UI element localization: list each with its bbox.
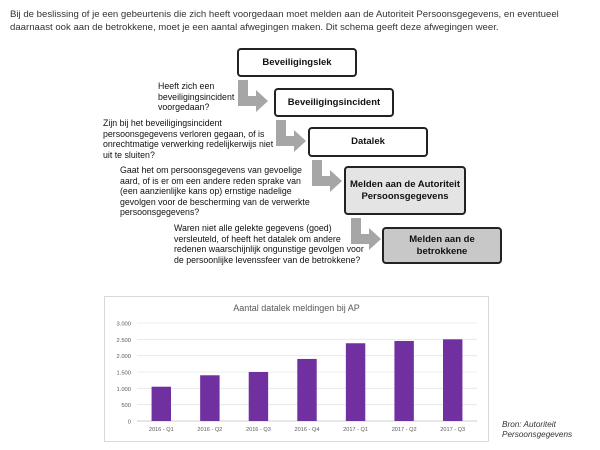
bar (443, 339, 462, 421)
question-melden-ap: Gaat het om persoonsgegevens van gevoelige aard, of is er om een andere reden sprake van (een aanzienlijke kans op) ernstige nadelige gevolgen voor de bescherming van de verwerkte persoonsgegevens? (120, 165, 310, 217)
step-beveiligingsincident: Beveiligingsincident (274, 88, 394, 117)
chart-title: Aantal datalek meldingen bij AP (233, 303, 360, 313)
bar (346, 343, 365, 421)
step-melden-betrokkene: Melden aan de betrokkene (382, 227, 502, 264)
y-tick-label: 2.000 (116, 354, 131, 361)
step-beveiligingslek: Beveiligingslek (237, 48, 357, 77)
x-tick-label: 2017 - Q2 (391, 427, 417, 433)
bar (152, 387, 171, 421)
y-tick-label: 1.500 (116, 370, 131, 377)
y-tick-label: 500 (121, 403, 131, 410)
intro-text: Bij de beslissing of je een gebeurtenis die zich heeft voorgedaan moet melden aan de Autoriteit Persoonsgegevens, en eventueel daarnaast ook aan de betrokkene, moet je een aantal afwegingen maken. Dit schema geeft deze afwegingen weer. (10, 9, 559, 33)
y-tick-label: 2.500 (116, 337, 131, 344)
y-tick-label: 1.000 (116, 386, 131, 393)
x-tick-label: 2016 - Q1 (148, 427, 174, 433)
y-tick-label: 0 (127, 419, 131, 426)
source-note: Bron: Autoriteit Persoonsgegevens (502, 420, 573, 439)
chart-panel (104, 296, 489, 442)
bar (297, 359, 316, 421)
x-tick-label: 2017 - Q3 (440, 427, 466, 433)
bar (249, 372, 268, 421)
x-tick-label: 2016 - Q2 (197, 427, 223, 433)
bar (394, 341, 413, 421)
x-tick-label: 2017 - Q1 (343, 427, 369, 433)
flow-arrow (276, 120, 306, 152)
step-datalek: Datalek (308, 127, 428, 157)
question-incident: Heeft zich een beveiligingsincident voorgedaan? (158, 81, 235, 112)
x-tick-label: 2016 - Q4 (294, 427, 320, 433)
bar-chart (105, 297, 490, 443)
bar (200, 375, 219, 421)
x-tick-label: 2016 - Q3 (245, 427, 271, 433)
question-melden-betrokkene: Waren niet alle gelekte gegevens (goed) versleuteld, of heeft het datalek om andere redenen waarschijnlijk ongunstige gevolgen voor de persoonlijke levenssfeer van de betrokkene? (174, 223, 364, 265)
step-melden-ap: Melden aan de Autoriteit Persoonsgegevens (344, 166, 466, 215)
question-datalek: Zijn bij het beveiligingsincident persoonsgegevens verloren gegaan, of is onrechtmatige verwerking redelijkerwijs niet uit te sluiten? (103, 118, 274, 160)
y-tick-label: 3.000 (116, 321, 131, 328)
